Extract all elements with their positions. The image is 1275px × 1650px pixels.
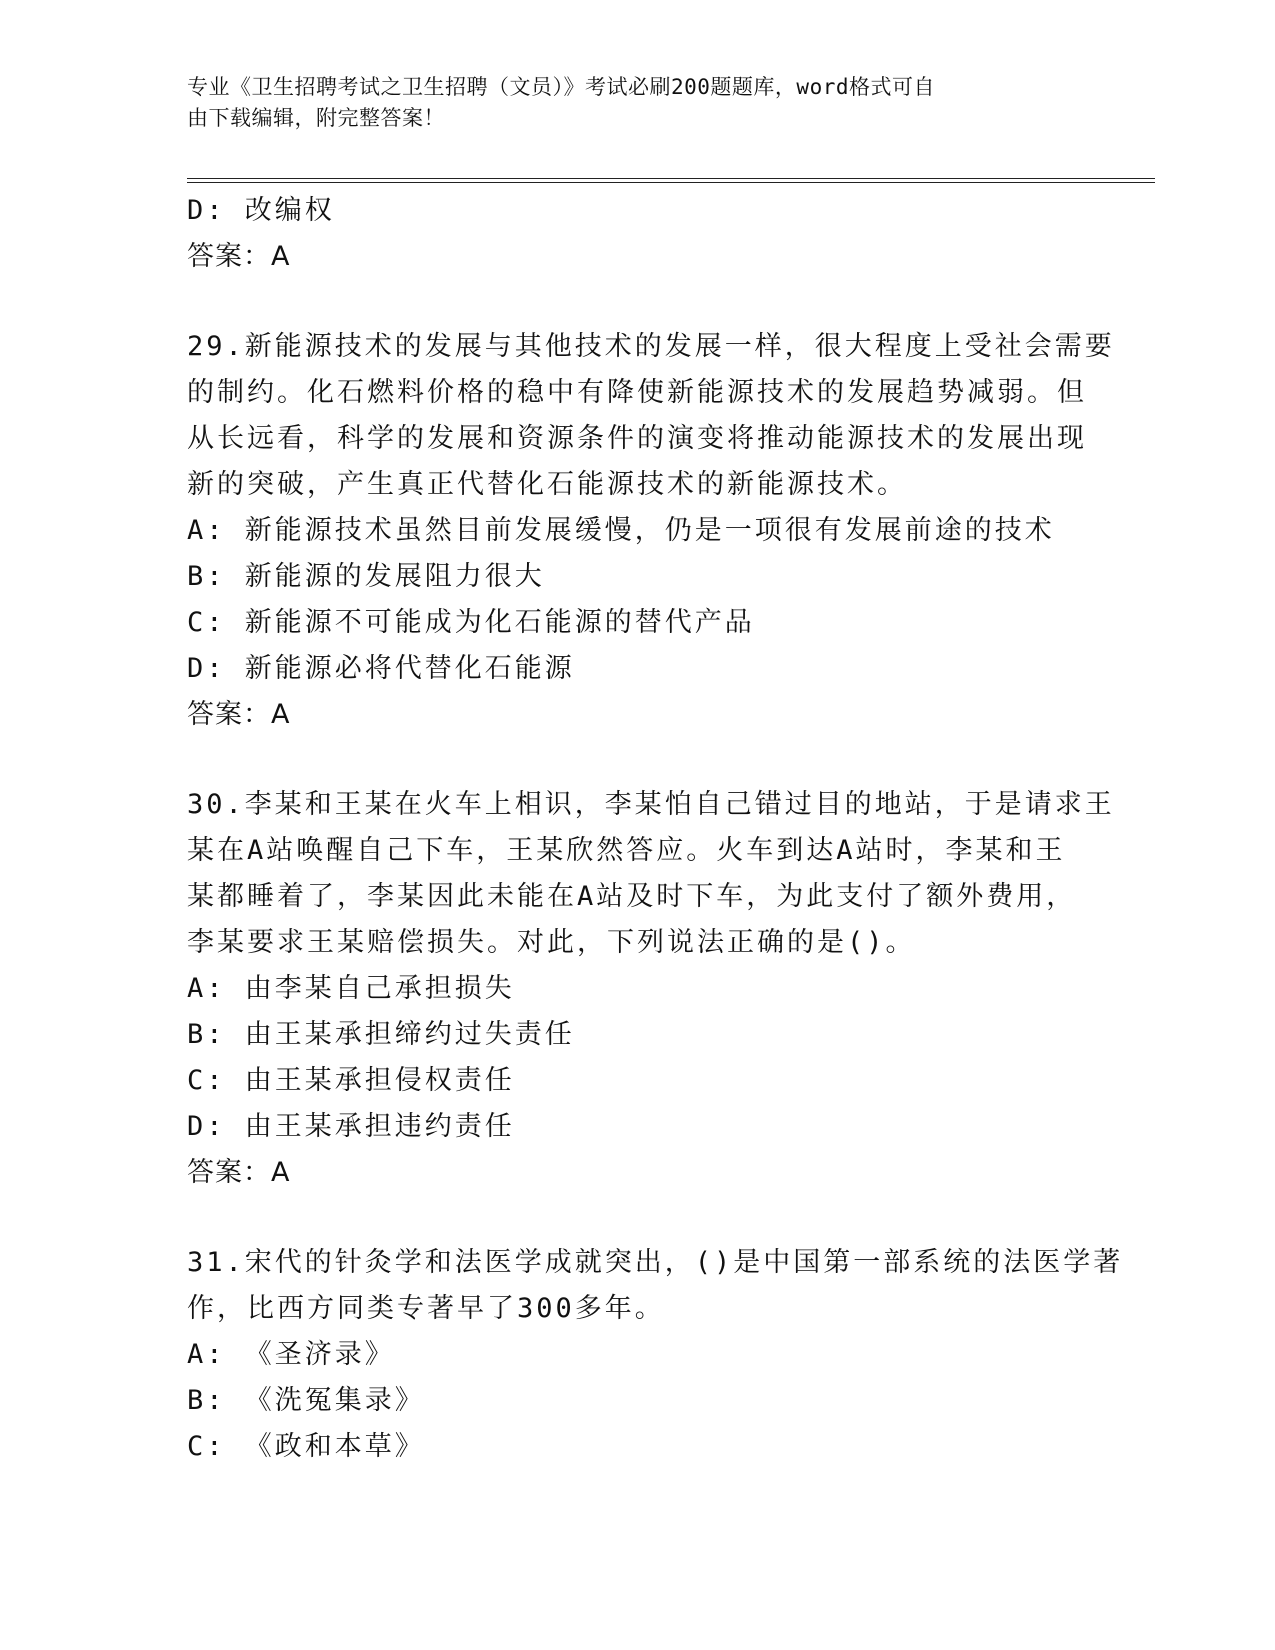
option-a: A: 《圣济录》 [187, 1339, 395, 1370]
option-d: D: 改编权 [187, 195, 335, 226]
option-c: C: 《政和本草》 [187, 1431, 425, 1462]
question-text-line: 作，比西方同类专著早了300多年。 [187, 1293, 665, 1324]
header-line: 由下载编辑，附完整答案！ [187, 106, 445, 130]
question-text-line: 29.新能源技术的发展与其他技术的发展一样，很大程度上受社会需要 [187, 331, 1115, 362]
option-d: D: 新能源必将代替化石能源 [187, 653, 575, 684]
option-a: A: 新能源技术虽然目前发展缓慢，仍是一项很有发展前途的技术 [187, 515, 1055, 546]
carryover-block [187, 188, 1087, 280]
question-text-line: 某在A站唤醒自己下车，王某欣然答应。火车到达A站时，李某和王 [187, 835, 1066, 866]
header-divider [187, 178, 1155, 183]
page-header [187, 72, 1067, 134]
answer-line: 答案：A [187, 1157, 291, 1188]
header-line: 专业《卫生招聘考试之卫生招聘（文员）》考试必刷200题题库，word格式可自 [187, 75, 935, 99]
question-text-line: 某都睡着了，李某因此未能在A站及时下车，为此支付了额外费用， [187, 881, 1077, 912]
question-text-line: 李某要求王某赔偿损失。对此，下列说法正确的是()。 [187, 927, 916, 958]
question-text-line: 30.李某和王某在火车上相识，李某怕自己错过目的地站，于是请求王 [187, 789, 1115, 820]
option-c: C: 由王某承担侵权责任 [187, 1065, 515, 1096]
option-b: B: 《洗冤集录》 [187, 1385, 425, 1416]
option-c: C: 新能源不可能成为化石能源的替代产品 [187, 607, 755, 638]
answer-line: 答案：A [187, 241, 291, 272]
answer-line: 答案：A [187, 699, 291, 730]
question-text-line: 从长远看，科学的发展和资源条件的演变将推动能源技术的发展出现 [187, 423, 1087, 454]
option-a: A: 由李某自己承担损失 [187, 973, 515, 1004]
option-b: B: 新能源的发展阻力很大 [187, 561, 545, 592]
question-31 [187, 1240, 1124, 1470]
question-text-line: 的制约。化石燃料价格的稳中有降使新能源技术的发展趋势减弱。但 [187, 377, 1087, 408]
question-text-line: 31.宋代的针灸学和法医学成就突出，()是中国第一部系统的法医学著 [187, 1247, 1124, 1278]
document-body [187, 188, 1124, 1470]
question-30 [187, 782, 1115, 1196]
question-29 [187, 324, 1115, 738]
option-d: D: 由王某承担违约责任 [187, 1111, 515, 1142]
option-b: B: 由王某承担缔约过失责任 [187, 1019, 575, 1050]
question-text-line: 新的突破，产生真正代替化石能源技术的新能源技术。 [187, 469, 907, 500]
